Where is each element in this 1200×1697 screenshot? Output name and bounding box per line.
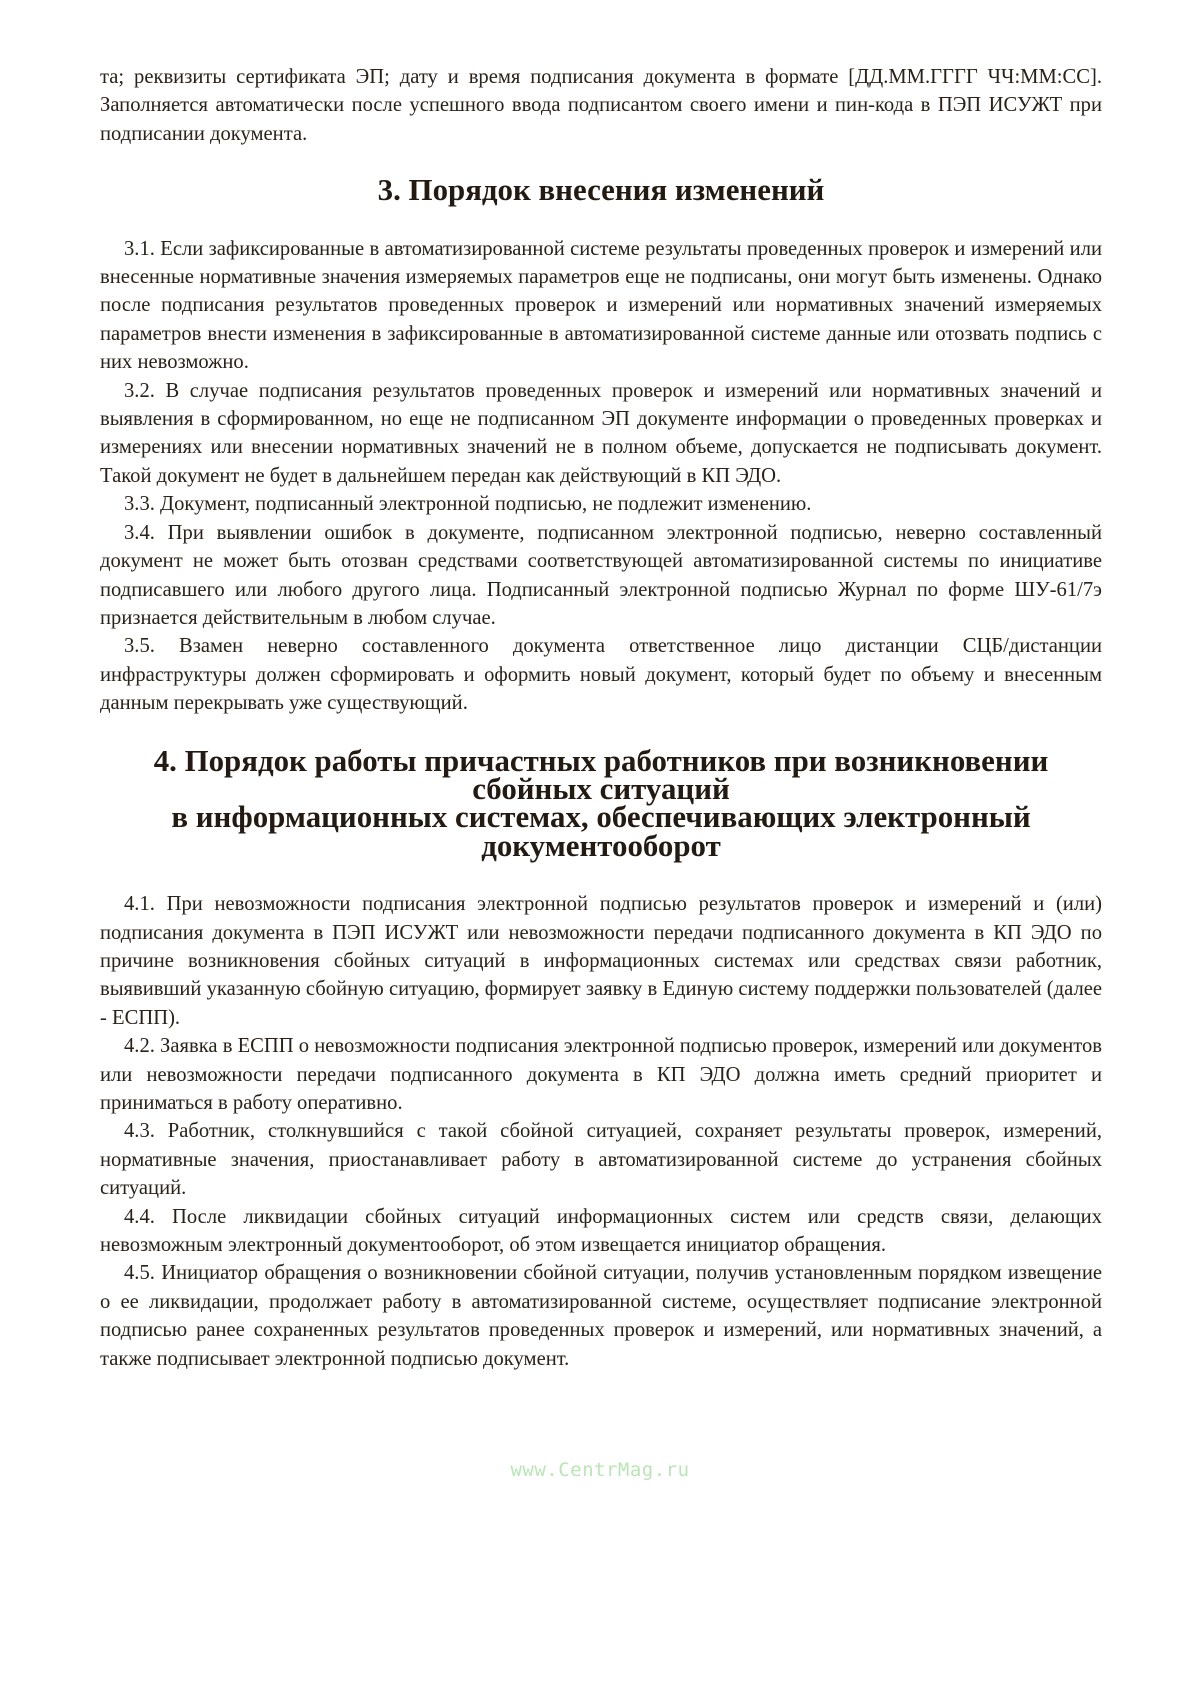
paragraph-4-1: 4.1. При невозможности подписания электронной подписью результатов проверок и измерений и (или) подписания документа в ПЭП ИСУЖТ или невозможности передачи подписанного документа в КП ЭДО по причине возникновения сбойных ситуаций в информационных системах или средствах связи работник, выявивший указанную сбойную ситуацию, формирует заявку в Единую систему поддержки пользователей (далее - ЕСПП). [100,893,1102,1029]
section-4-title-line-2: в информационных системах, обеспечивающих электронный документооборот [171,799,1031,863]
paragraph-3-5: 3.5. Взамен неверно составленного документа ответственное лицо дистанции СЦБ/дистанции инфраструктуры должен сформировать и оформить новый документ, который будет по объему и внесенным данным перекрывать уже существующий. [100,635,1102,715]
document-page [100,63,1102,1373]
paragraph-4-4: 4.4. После ликвидации сбойных ситуаций информационных систем или средств связи, делающих невозможным электронный документооборот, об этом извещается инициатор обращения. [100,1205,1102,1257]
paragraph-3-2: 3.2. В случае подписания результатов проведенных проверок и измерений или нормативных значений и выявления в сформированном, но еще не подписанном ЭП документе информации о проведенных проверках и измерениях или внесении нормативных значений не в полном объеме, допускается не подписывать документ. Такой документ не будет в дальнейшем передан как действующий в КП ЭДО. [100,379,1102,487]
paragraph-4-5: 4.5. Инициатор обращения о возникновении сбойной ситуации, получив установленным порядком извещение о ее ликвидации, продолжает работу в автоматизированной системе, осуществляет подписание электронной подписью ранее сохраненных результатов проведенных проверок и измерений, или нормативных значений, а также подписывает электронной подписью документ. [100,1262,1102,1370]
paragraph-3-1: 3.1. Если зафиксированные в автоматизированной системе результаты проведенных проверок и измерений или внесенные нормативные значения измеряемых параметров еще не подписаны, они могут быть изменены. Однако после подписания результатов проведенных проверок и измерений или нормативных значений измеряемых параметров внести изменения в зафиксированные в автоматизированной системе данные или отозвать подпись с них невозможно. [100,237,1102,374]
section-4-title [100,742,1102,863]
paragraph-4-3: 4.3. Работник, столкнувшийся с такой сбойной ситуацией, сохраняет результаты проверок, измерений, нормативные значения, приостанавливает работу в автоматизированной системе до устранения сбойных ситуаций. [100,1120,1102,1200]
section-3 [100,172,1102,717]
section-4-title-line-1: 4. Порядок работы причастных работников при возникновении сбойных ситуаций [153,742,1049,806]
watermark-link: www.CentrMag.ru [510,1459,690,1481]
section-4 [100,742,1102,1374]
section-3-title: 3. Порядок внесения изменений [377,172,825,208]
paragraph-3-4: 3.4. При выявлении ошибок в документе, подписанном электронной подписью, неверно составленный документ не может быть отозван средствами соответствующей автоматизированной системы по инициативе подписавшего или любого другого лица. Подписанный электронной подписью Журнал по форме ШУ-61/7э признается действительным в любом случае. [100,521,1102,629]
paragraph-3-3: 3.3. Документ, подписанный электронной подписью, не подлежит изменению. [124,493,812,516]
paragraph-4-2: 4.2. Заявка в ЕСПП о невозможности подписания электронной подписью проверок, измерений или документов или невозможности передачи подписанного документа в КП ЭДО должна иметь средний приоритет и приниматься в работу оперативно. [100,1035,1102,1114]
intro-continuation-paragraph: та; реквизиты сертификата ЭП; дату и время подписания документа в формате [ДД.ММ.ГГГГ ЧЧ:ММ:СС]. Заполняется автоматически после успешного ввода подписантом своего имени и пин-кода в ПЭП ИСУЖТ при подписании документа. [100,66,1102,145]
